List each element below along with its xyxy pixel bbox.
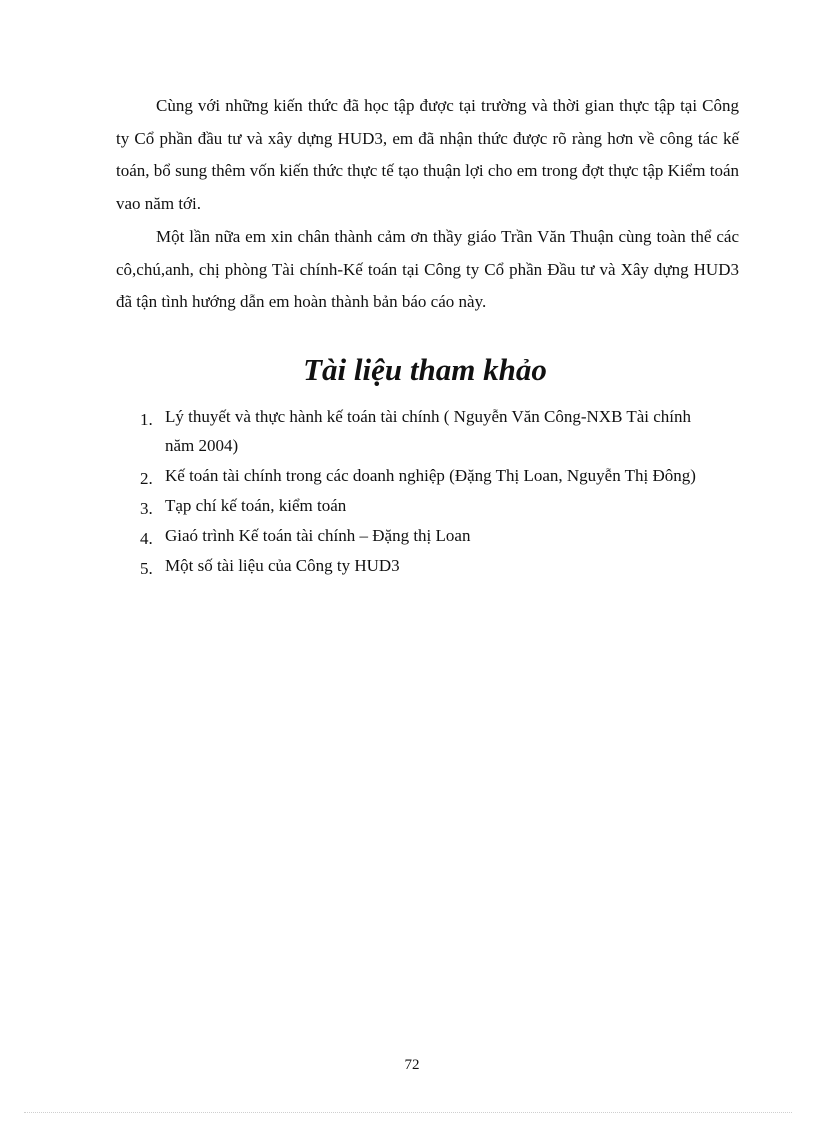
reference-text: Giaó trình Kế toán tài chính – Đặng thị Loan — [165, 526, 471, 545]
reference-text: Một số tài liệu của Công ty HUD3 — [165, 556, 400, 575]
references-list — [140, 402, 740, 581]
paragraph-acknowledgement: Một lần nữa em xin chân thành cảm ơn thầy giáo Trần Văn Thuận cùng toàn thể các cô,chú,anh, chị phòng Tài chính-Kế toán tại Công ty Cổ phần Đầu tư và Xây dựng HUD3 đã tận tình hướng dẫn em hoàn thành bản báo cáo này. — [116, 226, 739, 312]
closing-text — [116, 90, 739, 319]
reference-number: 2. — [140, 469, 153, 488]
reference-text: Tạp chí kế toán, kiểm toán — [165, 496, 347, 515]
reference-item — [140, 491, 740, 520]
reference-item — [140, 521, 740, 550]
reference-text: Lý thuyết và thực hành kế toán tài chính ( Nguyễn Văn Công-NXB Tài chính năm 2004) — [165, 407, 692, 455]
reference-text: Kế toán tài chính trong các doanh nghiệp (Đặng Thị Loan, Nguyễn Thị Đông) — [165, 466, 696, 485]
reference-number: 3. — [140, 499, 153, 518]
reference-item — [140, 402, 740, 460]
paragraph-closing-knowledge: Cùng với những kiến thức đã học tập được tại trường và thời gian thực tập tại Công ty Cổ phần đầu tư và xây dựng HUD3, em đã nhận thức được rõ ràng hơn về công tác kế toán, bổ sung thêm vốn kiến thức thực tế tạo thuận lợi cho em trong đợt thực tập Kiểm toán vao năm tới. — [116, 96, 739, 214]
reference-number: 5. — [140, 559, 153, 578]
references-heading: Tài liệu tham khảo — [303, 352, 547, 387]
reference-number: 4. — [140, 529, 153, 548]
reference-item — [140, 461, 740, 490]
page-bottom-divider — [24, 1112, 792, 1113]
reference-item — [140, 551, 740, 580]
page-number: 72 — [404, 1057, 420, 1073]
reference-number: 1. — [140, 410, 153, 429]
